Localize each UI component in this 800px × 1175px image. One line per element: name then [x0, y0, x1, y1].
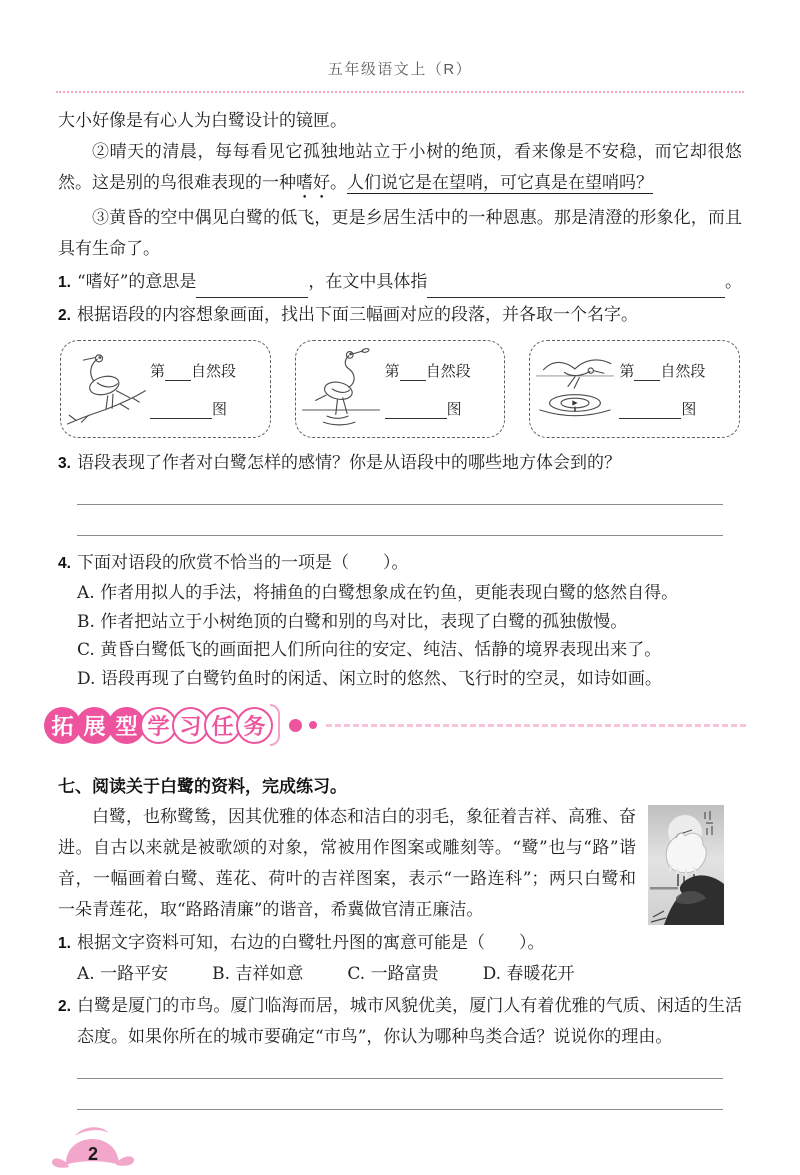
picture-name-line: [385, 398, 497, 419]
banner-dot-small: [309, 721, 317, 729]
question-1-text-mid: ，在文中具体指: [308, 272, 428, 292]
underlined-sentence: 人们说它是在望哨，可它真是在望哨吗？: [347, 173, 653, 193]
section-seven-question-1-options: [58, 960, 742, 989]
option-d: D. 春暖花开: [482, 964, 575, 984]
picture-box-row: [60, 340, 740, 438]
picture-label: 图: [446, 399, 462, 418]
passage-paragraph-3: ③黄昏的空中偶见白鹭的低飞，更是乡居生活中的一种恩惠。那是清澄的形象化，而且具有生命了。: [58, 208, 742, 259]
paragraph-line: [619, 360, 731, 381]
prefix-label: 第: [384, 361, 400, 380]
question-4-number: 4.: [58, 555, 71, 572]
paragraph-number-blank[interactable]: [165, 364, 191, 381]
question-3-number: 3.: [58, 455, 71, 472]
picture-box-2: [295, 340, 506, 438]
banner-char: 务: [236, 707, 273, 744]
banner-char: 拓: [44, 707, 81, 744]
fill-in-blank[interactable]: [427, 273, 725, 298]
picture-name-blank[interactable]: [619, 402, 681, 419]
question-4-option-c: C. 黄昏白鹭低飞的画面把人们所向往的安定、纯洁、恬静的境界表现出来了。: [77, 640, 662, 660]
picture-box-2-labels: [383, 360, 497, 419]
fill-in-blank[interactable]: [196, 273, 308, 298]
egret-in-water-illustration: [299, 344, 383, 434]
prefix-label: 第: [619, 361, 635, 380]
page-title: 五年级语文上（R）: [327, 61, 473, 78]
section-seven-question-2: [58, 991, 742, 1053]
banner-char: 任: [204, 707, 241, 744]
paragraph-2-period: 。: [330, 173, 347, 193]
banner-dot-large: [289, 719, 302, 732]
emphasized-word: 嗜好: [296, 173, 330, 193]
passage-line-continued: 大小好像是有心人为白鹭设计的镜匣。: [58, 111, 347, 131]
egret-on-branch-illustration: [64, 344, 148, 434]
egret-ink-painting: [648, 805, 724, 925]
banner-char: 展: [76, 707, 113, 744]
page-number: 2: [87, 1144, 99, 1164]
paragraph-2-text: ②晴天的清晨，每每看见它孤独地站立于小树的绝顶，看来像是不安稳，而它却很悠然。这是别的鸟很难表现的一种: [58, 142, 742, 193]
banner-arc-decoration: [270, 704, 280, 746]
section-banner: [44, 704, 746, 746]
paragraph-label: 自然段: [660, 361, 706, 380]
banner-char: 习: [172, 707, 209, 744]
section-seven-passage-block: [58, 802, 742, 926]
exercise-seven-content: [0, 753, 800, 1110]
question-4-option-d: D. 语段再现了白鹭钓鱼时的闲适、闲立时的悠然、飞行时的空灵，如诗如画。: [77, 668, 662, 689]
picture-label: 图: [681, 399, 697, 418]
paragraph-label: 自然段: [425, 361, 471, 380]
question-number: 1.: [58, 935, 71, 952]
question-4-text: 下面对语段的欣赏不恰当的一项是（ ）。: [77, 553, 409, 573]
passage-paragraph-2: [58, 137, 742, 203]
question-text: 根据文字资料可知，右边的白鹭牡丹图的寓意可能是（ ）。: [77, 933, 545, 953]
question-text: 白鹭是厦门的市鸟。厦门临海而居，城市风貌优美，厦门人有着优雅的气质、闲适的生活态度。如果你所在的城市要确定“市鸟”，你认为哪种鸟类合适？说说你的理由。: [77, 996, 742, 1047]
picture-name-blank[interactable]: [150, 402, 212, 419]
picture-name-line: [150, 398, 262, 419]
question-3: [58, 448, 742, 479]
question-1-text-pre: “嗜好”的意思是: [77, 272, 197, 292]
question-1-number: 1.: [58, 274, 71, 291]
egret-flying-illustration: [533, 344, 617, 434]
option-c: C. 一路富贵: [347, 964, 439, 984]
option-a: A. 一路平安: [77, 964, 169, 984]
paragraph-line: [150, 360, 262, 381]
answer-line[interactable]: [77, 1078, 723, 1079]
question-1-text-end: 。: [725, 272, 742, 292]
banner-char: 学: [140, 707, 177, 744]
question-4: [58, 548, 742, 579]
banner-char: 型: [108, 707, 145, 744]
paragraph-number-blank[interactable]: [400, 364, 426, 381]
banner-dashed-line: [326, 724, 746, 727]
section-seven-heading: 七、阅读关于白鹭的资料，完成练习。: [58, 777, 347, 796]
picture-box-3-labels: [617, 360, 731, 419]
picture-box-3: [529, 340, 740, 438]
page-number-badge: [50, 1123, 136, 1171]
answer-line[interactable]: [77, 1109, 723, 1110]
paragraph-line: [385, 360, 497, 381]
question-4-option-a: A. 作者用拟人的手法，将捕鱼的白鹭想象成在钓鱼，更能表现白鹭的悠然自得。: [77, 583, 679, 603]
question-2-text: 根据语段的内容想象画面，找出下面三幅画对应的段落，并各取一个名字。: [77, 305, 638, 325]
question-4-option-b: B. 作者把站立于小树绝顶的白鹭和别的鸟对比，表现了白鹭的孤独傲慢。: [77, 611, 628, 632]
picture-name-line: [619, 398, 731, 419]
paragraph-label: 自然段: [191, 361, 237, 380]
question-2-number: 2.: [58, 307, 71, 324]
section-seven-question-1: [58, 928, 742, 959]
picture-name-blank[interactable]: [385, 402, 447, 419]
question-2: [58, 300, 742, 331]
question-1: [58, 267, 742, 298]
paragraph-number-blank[interactable]: [634, 364, 660, 381]
picture-box-1: [60, 340, 271, 438]
answer-line[interactable]: [77, 504, 723, 505]
prefix-label: 第: [150, 361, 166, 380]
question-3-text: 语段表现了作者对白鹭怎样的感情？你是从语段中的哪些地方体会到的？: [77, 453, 621, 473]
spacer: [58, 536, 742, 546]
question-number: 2.: [58, 998, 71, 1015]
picture-box-1-labels: [148, 360, 262, 419]
picture-label: 图: [212, 399, 228, 418]
section-seven-passage: 白鹭，也称鹭鸶，因其优雅的体态和洁白的羽毛，象征着吉祥、高雅、奋进。自古以来就是被歌颂的对象，常被用作图案或雕刻等。“鹭”也与“路”谐音，一幅画着白鹭、莲花、荷叶的吉祥图案，表示“一路连科”；两只白鹭和一朵青莲花，取“路路清廉”的谐音，希冀做官清正廉洁。: [58, 807, 636, 920]
option-b: B. 吉祥如意: [212, 964, 304, 984]
exercise-six-content: [0, 93, 800, 693]
